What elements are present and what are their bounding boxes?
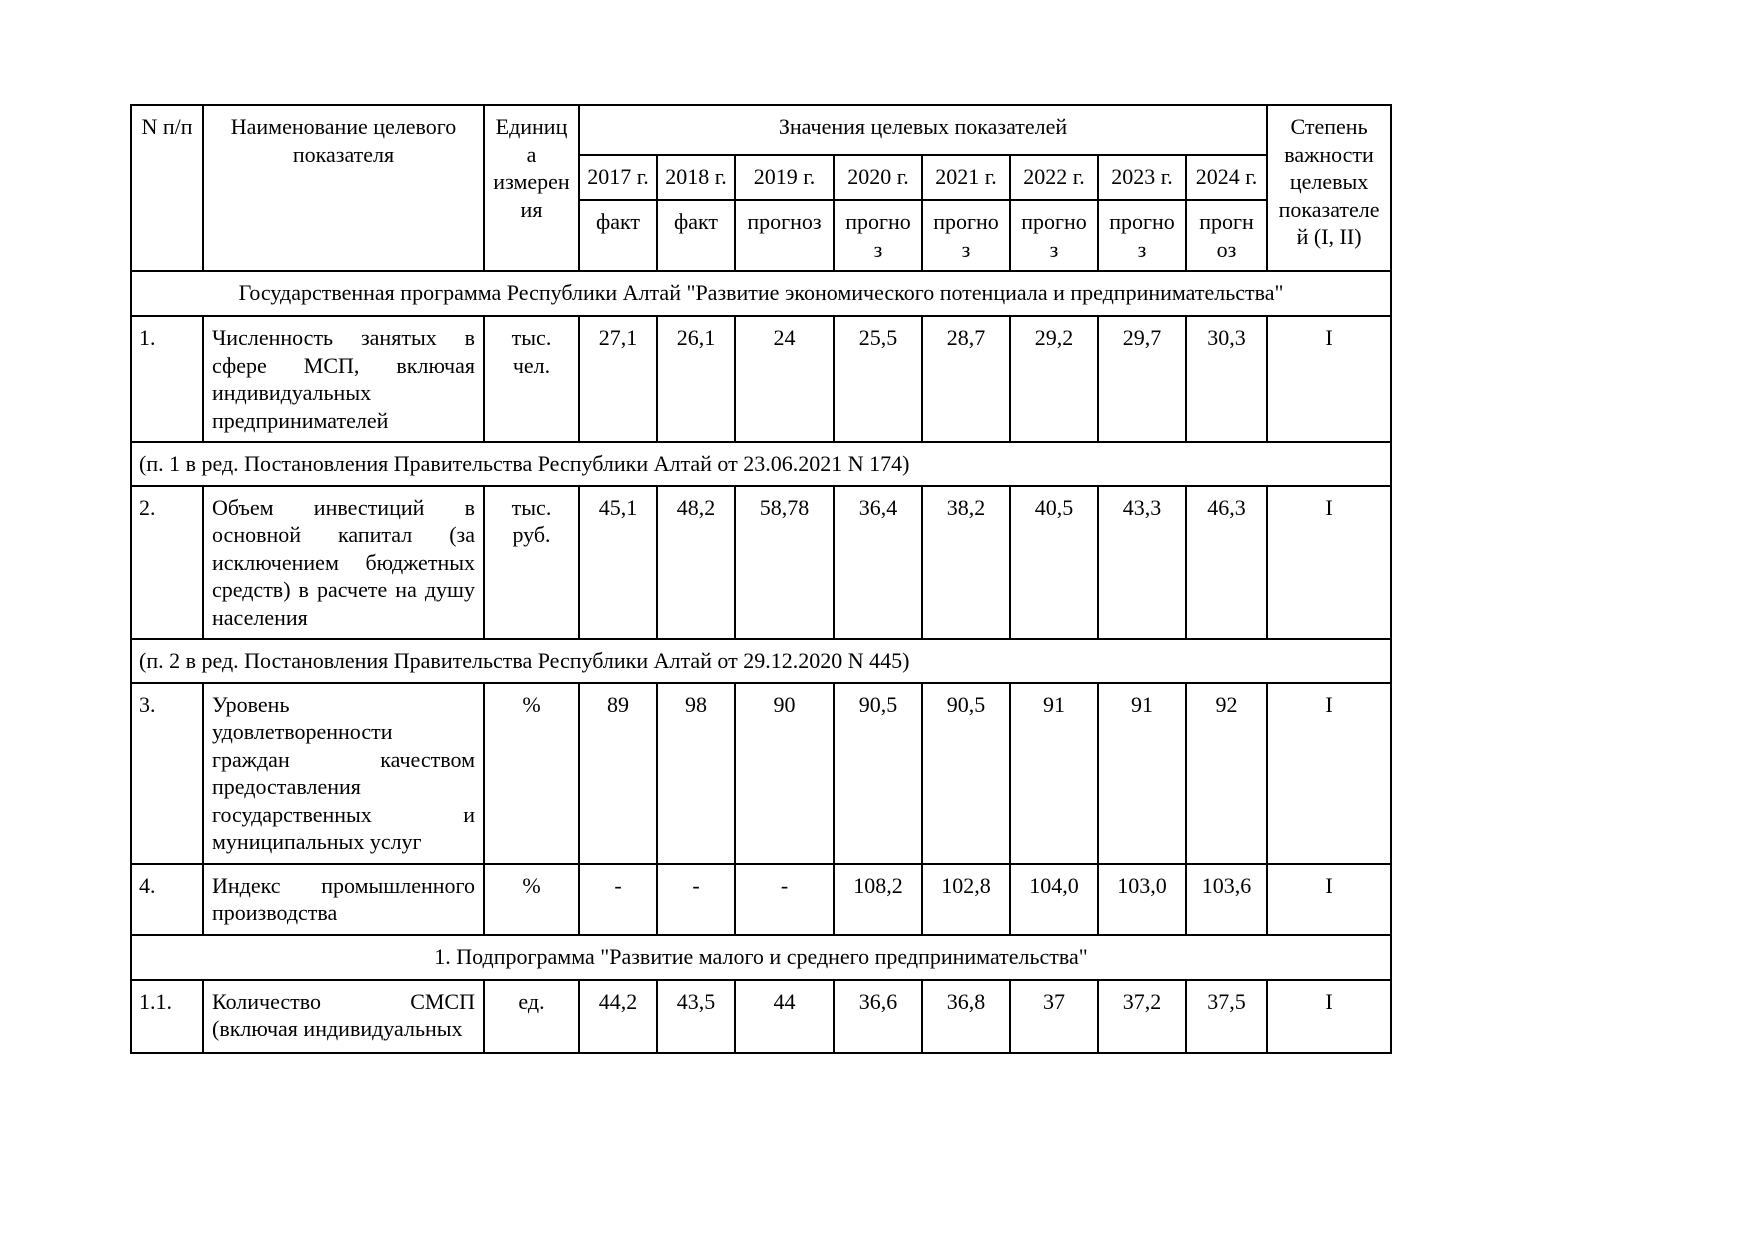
- value-2024: 30,3: [1186, 316, 1267, 442]
- amendment-note: (п. 2 в ред. Постановления Правительства Республики Алтай от 29.12.2020 N 445): [131, 639, 1391, 683]
- col-header-kind-2018: факт: [657, 200, 735, 271]
- col-header-year-2017: 2017 г.: [579, 155, 657, 200]
- col-header-year-2020: 2020 г.: [834, 155, 922, 200]
- value-2021: 102,8: [922, 864, 1010, 935]
- section-row: [131, 271, 1391, 316]
- col-header-kind-2020: прогноз: [834, 200, 922, 271]
- col-header-kind-2024: прогноз: [1186, 200, 1267, 271]
- col-header-importance: Степень важности целевых показателей (I, II): [1267, 105, 1391, 271]
- col-header-year-2023: 2023 г.: [1098, 155, 1186, 200]
- value-2022: 104,0: [1010, 864, 1098, 935]
- col-header-kind-2021: прогноз: [922, 200, 1010, 271]
- value-2022: 40,5: [1010, 486, 1098, 640]
- indicator-importance: I: [1267, 980, 1391, 1053]
- col-header-kind-2019: прогноз: [735, 200, 834, 271]
- header-row-top: [131, 105, 1391, 155]
- col-header-unit: Единица измерения: [484, 105, 579, 271]
- indicator-unit: %: [484, 683, 579, 864]
- value-2020: 25,5: [834, 316, 922, 442]
- amendment-note: (п. 1 в ред. Постановления Правительства Республики Алтай от 23.06.2021 N 174): [131, 442, 1391, 486]
- value-2018: -: [657, 864, 735, 935]
- indicator-row-1: [131, 316, 1391, 442]
- value-2017: 27,1: [579, 316, 657, 442]
- value-2020: 36,4: [834, 486, 922, 640]
- note-row: [131, 639, 1391, 683]
- indicator-unit: %: [484, 864, 579, 935]
- value-2017: -: [579, 864, 657, 935]
- value-2017: 89: [579, 683, 657, 864]
- indicator-row-2: [131, 486, 1391, 640]
- value-2019: 44: [735, 980, 834, 1053]
- col-header-year-2024: 2024 г.: [1186, 155, 1267, 200]
- indicator-name: Индекс промышленного производства: [203, 864, 484, 935]
- indicator-name: Количество СМСП (включая индивидуальных: [203, 980, 484, 1053]
- indicator-row-4: [131, 864, 1391, 935]
- value-2024: 46,3: [1186, 486, 1267, 640]
- value-2020: 108,2: [834, 864, 922, 935]
- col-header-year-2019: 2019 г.: [735, 155, 834, 200]
- value-2018: 98: [657, 683, 735, 864]
- value-2019: -: [735, 864, 834, 935]
- target-indicators-table: [130, 104, 1392, 1054]
- indicator-number: 3.: [131, 683, 203, 864]
- value-2024: 92: [1186, 683, 1267, 864]
- document-page: [130, 104, 1392, 1054]
- note-row: [131, 442, 1391, 486]
- indicator-row-3: [131, 683, 1391, 864]
- col-header-num: N п/п: [131, 105, 203, 271]
- value-2019: 24: [735, 316, 834, 442]
- value-2017: 45,1: [579, 486, 657, 640]
- value-2024: 37,5: [1186, 980, 1267, 1053]
- indicator-unit: тыс. руб.: [484, 486, 579, 640]
- col-header-name: Наименование целевого показателя: [203, 105, 484, 271]
- table-header: [131, 105, 1391, 271]
- value-2023: 29,7: [1098, 316, 1186, 442]
- value-2024: 103,6: [1186, 864, 1267, 935]
- indicator-unit: тыс. чел.: [484, 316, 579, 442]
- indicator-number: 2.: [131, 486, 203, 640]
- value-2021: 38,2: [922, 486, 1010, 640]
- value-2022: 91: [1010, 683, 1098, 864]
- indicator-name: Численность занятых в сфере МСП, включая индивидуальных предпринимателей: [203, 316, 484, 442]
- indicator-name: Объем инвестиций в основной капитал (за исключением бюджетных средств) в расчете на душу населения: [203, 486, 484, 640]
- indicator-name: Уровень удовлетворенности граждан качеством предоставления государственных и муниципальных услуг: [203, 683, 484, 864]
- indicator-number: 1.: [131, 316, 203, 442]
- col-header-kind-2023: прогноз: [1098, 200, 1186, 271]
- subprogram-title: 1. Подпрограмма "Развитие малого и среднего предпринимательства": [131, 935, 1391, 980]
- value-2023: 43,3: [1098, 486, 1186, 640]
- value-2019: 58,78: [735, 486, 834, 640]
- indicator-number: 4.: [131, 864, 203, 935]
- section-title: Государственная программа Республики Алтай "Развитие экономического потенциала и предпринимательства": [131, 271, 1391, 316]
- value-2020: 36,6: [834, 980, 922, 1053]
- value-2022: 37: [1010, 980, 1098, 1053]
- value-2018: 26,1: [657, 316, 735, 442]
- col-header-kind-2017: факт: [579, 200, 657, 271]
- col-header-year-2022: 2022 г.: [1010, 155, 1098, 200]
- value-2021: 90,5: [922, 683, 1010, 864]
- indicator-row-1-1: [131, 980, 1391, 1053]
- col-header-values-group: Значения целевых показателей: [579, 105, 1267, 155]
- value-2023: 103,0: [1098, 864, 1186, 935]
- table-body: [131, 271, 1391, 1053]
- indicator-unit: ед.: [484, 980, 579, 1053]
- indicator-importance: I: [1267, 316, 1391, 442]
- value-2021: 28,7: [922, 316, 1010, 442]
- col-header-kind-2022: прогноз: [1010, 200, 1098, 271]
- value-2021: 36,8: [922, 980, 1010, 1053]
- section-row: [131, 935, 1391, 980]
- value-2019: 90: [735, 683, 834, 864]
- value-2018: 48,2: [657, 486, 735, 640]
- value-2017: 44,2: [579, 980, 657, 1053]
- value-2018: 43,5: [657, 980, 735, 1053]
- value-2020: 90,5: [834, 683, 922, 864]
- value-2022: 29,2: [1010, 316, 1098, 442]
- indicator-importance: I: [1267, 864, 1391, 935]
- col-header-year-2018: 2018 г.: [657, 155, 735, 200]
- indicator-number: 1.1.: [131, 980, 203, 1053]
- value-2023: 37,2: [1098, 980, 1186, 1053]
- value-2023: 91: [1098, 683, 1186, 864]
- indicator-importance: I: [1267, 486, 1391, 640]
- indicator-importance: I: [1267, 683, 1391, 864]
- col-header-year-2021: 2021 г.: [922, 155, 1010, 200]
